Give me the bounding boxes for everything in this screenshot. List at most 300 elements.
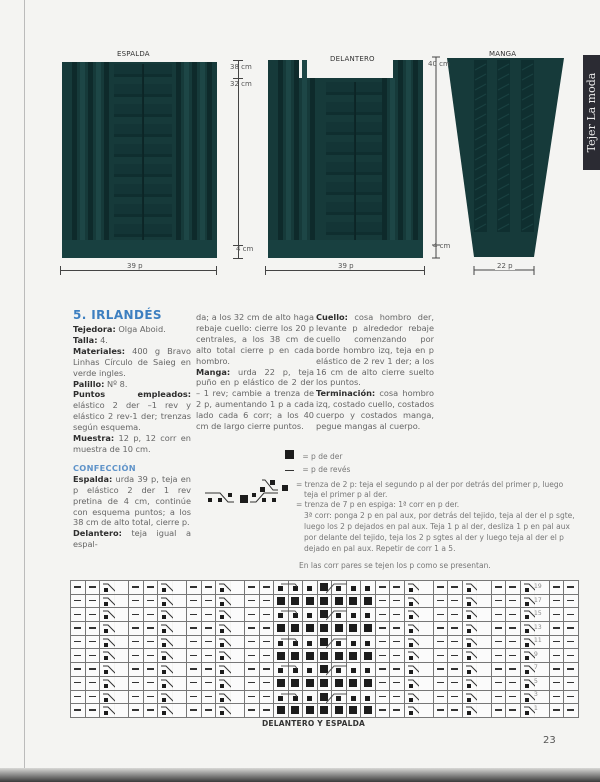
- purl-cell: [390, 635, 405, 649]
- knit-cell: [346, 704, 361, 718]
- knit-cell: [332, 649, 347, 663]
- cable-cell: [100, 594, 115, 608]
- purl-cell: [491, 649, 506, 663]
- purl-cell: [245, 594, 260, 608]
- chart-row: [71, 608, 579, 622]
- knit-cell: [288, 622, 303, 636]
- knit-cell: [346, 594, 361, 608]
- cable-cell: [158, 663, 173, 677]
- purl-cell: [375, 676, 390, 690]
- purl-cell: [143, 622, 158, 636]
- cable-cell: [419, 608, 434, 622]
- cable-cell: [172, 622, 187, 636]
- cable-cell: [520, 704, 535, 718]
- purl-cell: [390, 704, 405, 718]
- purl-cell: [85, 704, 100, 718]
- cable-cell: [100, 608, 115, 622]
- purl-cell: [187, 676, 202, 690]
- cable-cell: [216, 635, 231, 649]
- pattern-column-3: [316, 312, 434, 432]
- purl-cell: [201, 622, 216, 636]
- chart-row: [71, 690, 579, 704]
- purl-cell: [564, 635, 579, 649]
- purl-cell: [390, 622, 405, 636]
- purl-cell: [129, 704, 144, 718]
- cable-cell: [172, 690, 187, 704]
- knit-cell: [361, 581, 376, 595]
- pattern-column-2: [196, 312, 314, 432]
- espalda-height-total: 38 cm: [230, 63, 252, 71]
- chart-row: [71, 622, 579, 636]
- cable-cell: [404, 676, 419, 690]
- purl-cell: [491, 622, 506, 636]
- purl-cell: [448, 635, 463, 649]
- purl-cell: [564, 649, 579, 663]
- pattern-title: 5. IRLANDÉS: [73, 308, 162, 322]
- purl-cell: [491, 635, 506, 649]
- purl-cell: [71, 608, 86, 622]
- cable-cell: [477, 594, 492, 608]
- legend-cable-2: = trenza de 2 p: teja el segundo p al der por detrás del primer p, luego: [296, 480, 564, 489]
- espalda-height-neck: 32 cm: [230, 80, 252, 88]
- knit-cell: [346, 690, 361, 704]
- purl-cell: [506, 635, 521, 649]
- knit-cell: [361, 594, 376, 608]
- tejedora-line: Tejedora: Olga Aboid.: [73, 324, 166, 334]
- cable-cell: [404, 635, 419, 649]
- knit-cell: [317, 704, 332, 718]
- purl-cell: [448, 581, 463, 595]
- purl-cell: [491, 663, 506, 677]
- cable-cell: [404, 649, 419, 663]
- cable-cell: [100, 581, 115, 595]
- cable-cell: [477, 649, 492, 663]
- knit-cell: [332, 704, 347, 718]
- purl-cell: [375, 581, 390, 595]
- purl-cell: [259, 649, 274, 663]
- cable-cell: [216, 622, 231, 636]
- purl-cell: [129, 635, 144, 649]
- chart-row-label: 13: [534, 623, 542, 631]
- purl-cell: [85, 581, 100, 595]
- espalda-title: ESPALDA: [117, 50, 150, 58]
- purl-cell: [201, 663, 216, 677]
- knit-cell: [303, 704, 318, 718]
- purl-cell: [564, 704, 579, 718]
- purl-cell: [448, 649, 463, 663]
- delantero-title: DELANTERO: [330, 55, 375, 63]
- cable-cell: [462, 622, 477, 636]
- purl-cell: [245, 690, 260, 704]
- purl-cell: [201, 649, 216, 663]
- purl-cell: [448, 594, 463, 608]
- knit-cell: [274, 676, 289, 690]
- purl-symbol-icon: [285, 470, 294, 471]
- manga-rib-height: 4 cm: [433, 242, 451, 250]
- purl-cell: [245, 622, 260, 636]
- knit-cell: [288, 649, 303, 663]
- purl-cell: [259, 608, 274, 622]
- knit-cell: [274, 704, 289, 718]
- cable-cell: [230, 704, 245, 718]
- purl-cell: [85, 676, 100, 690]
- purl-cell: [187, 581, 202, 595]
- delantero-instructions-start: Delantero: teja igual a espal-: [73, 528, 191, 550]
- purl-cell: [549, 581, 564, 595]
- knit-cell: [332, 594, 347, 608]
- purl-cell: [448, 704, 463, 718]
- cable-cell: [520, 649, 535, 663]
- purl-cell: [259, 676, 274, 690]
- chart-row: [71, 676, 579, 690]
- cable-cell: [216, 676, 231, 690]
- purl-cell: [506, 676, 521, 690]
- purl-cell: [433, 704, 448, 718]
- purl-cell: [433, 690, 448, 704]
- cable-cell: [230, 594, 245, 608]
- cable-cell: [477, 690, 492, 704]
- cable-cell: [477, 676, 492, 690]
- delantero-instructions-cont: da; a los 32 cm de alto haga rebaje cuello: cierre los 20 p centrales, a los 38 cm de alto total cierre p en cada hombro.: [196, 312, 314, 366]
- purl-cell: [245, 581, 260, 595]
- cable-cell: [419, 663, 434, 677]
- knit-cell: [332, 676, 347, 690]
- purl-cell: [143, 663, 158, 677]
- purl-cell: [549, 663, 564, 677]
- purl-cell: [259, 594, 274, 608]
- purl-cell: [85, 663, 100, 677]
- purl-cell: [71, 581, 86, 595]
- cable-cell: [100, 622, 115, 636]
- purl-cell: [187, 622, 202, 636]
- purl-cell: [448, 690, 463, 704]
- purl-cell: [187, 594, 202, 608]
- purl-cell: [390, 649, 405, 663]
- cable-cell: [462, 594, 477, 608]
- purl-cell: [245, 608, 260, 622]
- cable-cell: [230, 649, 245, 663]
- purl-cell: [390, 608, 405, 622]
- cable-cell: [114, 704, 129, 718]
- palillo-line: Palillo: Nº 8.: [73, 378, 128, 389]
- chart-row: [71, 594, 579, 608]
- chart-row: [71, 581, 579, 595]
- confeccion-title: CONFECCIÓN: [73, 462, 136, 473]
- knit-cell: [332, 622, 347, 636]
- purl-cell: [448, 663, 463, 677]
- pattern-column-1: [73, 308, 191, 550]
- purl-cell: [129, 676, 144, 690]
- chart-row: [71, 704, 579, 718]
- cable-cell: [419, 581, 434, 595]
- purl-cell: [491, 594, 506, 608]
- purl-cell: [129, 581, 144, 595]
- cable-cell: [477, 622, 492, 636]
- cable-cell: [158, 608, 173, 622]
- purl-cell: [491, 581, 506, 595]
- cable-cell: [216, 581, 231, 595]
- knit-cell: [361, 649, 376, 663]
- puntos-line: Puntos empleados: elástico 2 der –1 rev y elástico 2 rev-1 der; trenzas según esquema.: [73, 389, 191, 433]
- knit-cell: [361, 635, 376, 649]
- purl-cell: [85, 594, 100, 608]
- cable-cell: [230, 690, 245, 704]
- purl-cell: [143, 594, 158, 608]
- knit-cell: [361, 704, 376, 718]
- cable-cell: [520, 594, 535, 608]
- cable-cell: [462, 649, 477, 663]
- purl-cell: [245, 704, 260, 718]
- purl-cell: [433, 594, 448, 608]
- manga-panel: [0, 0, 600, 300]
- purl-cell: [506, 663, 521, 677]
- muestra-line: Muestra: 12 p, 12 corr en muestra de 10 cm.: [73, 433, 191, 454]
- purl-cell: [491, 704, 506, 718]
- purl-cell: [187, 649, 202, 663]
- purl-cell: [375, 594, 390, 608]
- purl-cell: [129, 594, 144, 608]
- purl-cell: [375, 663, 390, 677]
- terminacion-instructions: Terminación: cosa hombro izq, costado cuello, costados cuerpo y costados manga, pegue mangas al cuerpo.: [316, 388, 434, 432]
- purl-cell: [143, 581, 158, 595]
- knit-cell: [288, 676, 303, 690]
- purl-cell: [564, 663, 579, 677]
- purl-cell: [129, 622, 144, 636]
- cable-cell: [100, 663, 115, 677]
- cable-cell: [114, 581, 129, 595]
- purl-cell: [433, 676, 448, 690]
- knit-cell: [303, 690, 318, 704]
- purl-cell: [491, 676, 506, 690]
- cable-cell: [100, 649, 115, 663]
- purl-cell: [201, 608, 216, 622]
- cable-cell: [520, 608, 535, 622]
- cable-cell: [230, 676, 245, 690]
- purl-cell: [564, 608, 579, 622]
- cable-cell: [477, 581, 492, 595]
- purl-cell: [390, 663, 405, 677]
- cable-cell: [100, 704, 115, 718]
- purl-cell: [506, 608, 521, 622]
- purl-cell: [245, 649, 260, 663]
- knit-cell: [303, 676, 318, 690]
- knit-cell: [332, 663, 347, 677]
- cable-cell: [230, 608, 245, 622]
- knit-cell: [317, 622, 332, 636]
- purl-cell: [506, 690, 521, 704]
- cable-cell: [172, 608, 187, 622]
- cable-cell: [419, 690, 434, 704]
- knit-cell: [303, 649, 318, 663]
- cable-cell: [419, 704, 434, 718]
- purl-cell: [201, 594, 216, 608]
- knit-cell: [346, 608, 361, 622]
- purl-cell: [375, 635, 390, 649]
- purl-cell: [549, 676, 564, 690]
- purl-cell: [433, 622, 448, 636]
- cable-cell: [230, 635, 245, 649]
- cable-cell: [158, 594, 173, 608]
- purl-cell: [187, 663, 202, 677]
- cable-cell: [419, 649, 434, 663]
- cable-cell: [404, 663, 419, 677]
- purl-cell: [85, 649, 100, 663]
- cable-cell: [158, 704, 173, 718]
- knit-cell: [303, 581, 318, 595]
- knit-cell: [361, 676, 376, 690]
- cable-cell: [172, 649, 187, 663]
- knit-cell: [332, 635, 347, 649]
- purl-cell: [201, 704, 216, 718]
- purl-cell: [129, 649, 144, 663]
- purl-cell: [245, 663, 260, 677]
- purl-cell: [85, 690, 100, 704]
- chart-row-label: 11: [534, 637, 542, 644]
- purl-cell: [549, 635, 564, 649]
- purl-cell: [259, 622, 274, 636]
- purl-cell: [549, 704, 564, 718]
- knit-cell: [303, 594, 318, 608]
- purl-cell: [564, 581, 579, 595]
- chart-row-label: 9: [534, 650, 538, 658]
- cable-cell: [462, 663, 477, 677]
- purl-cell: [245, 676, 260, 690]
- purl-cell: [245, 635, 260, 649]
- purl-cell: [187, 690, 202, 704]
- purl-cell: [506, 622, 521, 636]
- cable-cell: [404, 622, 419, 636]
- purl-cell: [129, 663, 144, 677]
- purl-cell: [448, 608, 463, 622]
- cable-cell: [216, 704, 231, 718]
- manga-instructions: Manga: urda 22 p, teja puño en p elástico de 2 der – 1 rev; cambie a trenza de 2 p, aumentando 1 p a cada lado cada 6 corr; a los 40 cm de largo cierre puntos.: [196, 366, 314, 432]
- cable-cell: [477, 608, 492, 622]
- purl-cell: [71, 676, 86, 690]
- purl-cell: [564, 622, 579, 636]
- purl-cell: [85, 635, 100, 649]
- page-bottom-shadow: [0, 768, 600, 782]
- chart-row: [71, 635, 579, 649]
- cable-cell: [520, 663, 535, 677]
- purl-cell: [85, 608, 100, 622]
- purl-cell: [259, 704, 274, 718]
- cable-cell: [216, 690, 231, 704]
- knit-cell: [303, 663, 318, 677]
- purl-cell: [259, 635, 274, 649]
- cable-cell: [462, 690, 477, 704]
- knit-cell: [346, 676, 361, 690]
- cable-cell: [114, 690, 129, 704]
- manga-width-label: 22 p: [497, 262, 513, 270]
- purl-cell: [187, 608, 202, 622]
- purl-cell: [375, 622, 390, 636]
- cable-cell: [477, 663, 492, 677]
- cable-cell: [520, 622, 535, 636]
- purl-cell: [506, 581, 521, 595]
- legend-note: En las corr pares se tejen los p como se presentan.: [299, 561, 491, 570]
- legend-knit: = p de der: [285, 450, 342, 462]
- knit-cell: [274, 649, 289, 663]
- purl-cell: [506, 704, 521, 718]
- purl-cell: [491, 690, 506, 704]
- espalda-instructions: Espalda: urda 39 p, teja en p elástico 2 der 1 rev pretina de 4 cm, continúe con esquema puntos; a los 38 cm de alto total, cierre p.: [73, 473, 191, 528]
- purl-cell: [375, 704, 390, 718]
- cable-cell: [114, 608, 129, 622]
- purl-cell: [259, 663, 274, 677]
- knit-cell: [317, 676, 332, 690]
- knit-cell: [346, 663, 361, 677]
- cable-cell: [114, 663, 129, 677]
- cable-cell: [419, 635, 434, 649]
- purl-cell: [433, 635, 448, 649]
- purl-cell: [201, 635, 216, 649]
- purl-cell: [549, 622, 564, 636]
- purl-cell: [71, 622, 86, 636]
- purl-cell: [506, 649, 521, 663]
- purl-cell: [390, 581, 405, 595]
- knit-cell: [361, 690, 376, 704]
- materiales-line: Materiales: 400 g Bravo Linhas Círculo de Saieg en verde ingles.: [73, 345, 191, 378]
- cable-cell: [520, 635, 535, 649]
- chart-row-label: 15: [534, 610, 542, 617]
- purl-cell: [187, 635, 202, 649]
- cable-cell: [404, 608, 419, 622]
- knit-cell: [361, 608, 376, 622]
- cable-cell: [216, 649, 231, 663]
- purl-cell: [549, 608, 564, 622]
- purl-cell: [390, 676, 405, 690]
- purl-cell: [433, 649, 448, 663]
- cable-cell: [520, 690, 535, 704]
- cable-cell: [462, 608, 477, 622]
- cable-cell: [114, 649, 129, 663]
- purl-cell: [564, 690, 579, 704]
- cable-cell: [520, 581, 535, 595]
- cable-cell: [100, 676, 115, 690]
- cable-cell: [158, 690, 173, 704]
- purl-cell: [143, 704, 158, 718]
- purl-cell: [143, 608, 158, 622]
- purl-cell: [71, 704, 86, 718]
- purl-cell: [448, 622, 463, 636]
- purl-cell: [201, 690, 216, 704]
- cable-cell: [216, 663, 231, 677]
- cable-cell: [158, 649, 173, 663]
- cable-cell: [419, 622, 434, 636]
- chart-row-label: 1: [534, 704, 538, 712]
- cable-cell: [158, 635, 173, 649]
- stitch-chart-delantero-espalda: [70, 580, 579, 718]
- purl-cell: [375, 690, 390, 704]
- cuello-instructions: Cuello: cosa hombro der, levante p alrededor rebaje cuello comenzando por borde hombro izq, teja en p elástico de 2 rev 1 der; a los 16 cm de alto cierre suelto los puntos.: [316, 312, 434, 388]
- cable-cell: [230, 581, 245, 595]
- chart-row-label: 3: [534, 691, 538, 698]
- purl-cell: [187, 704, 202, 718]
- cable-cell: [216, 594, 231, 608]
- purl-cell: [71, 690, 86, 704]
- cable-cell: [158, 622, 173, 636]
- purl-cell: [506, 594, 521, 608]
- purl-cell: [143, 649, 158, 663]
- espalda-rib-height: 4 cm: [236, 245, 254, 253]
- purl-cell: [564, 594, 579, 608]
- manga-title: MANGA: [489, 50, 517, 58]
- cable-cell: [172, 594, 187, 608]
- purl-cell: [564, 676, 579, 690]
- knit-cell: [346, 635, 361, 649]
- cable-cell: [404, 594, 419, 608]
- purl-cell: [201, 581, 216, 595]
